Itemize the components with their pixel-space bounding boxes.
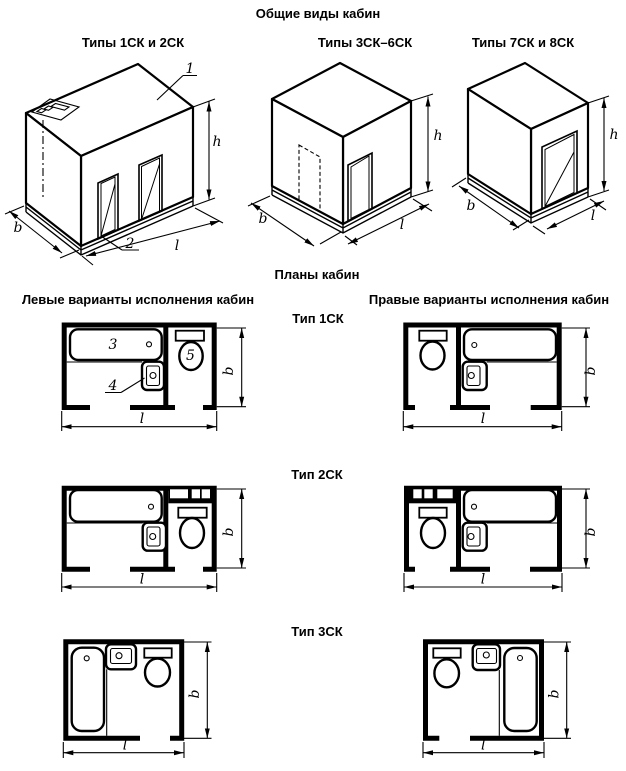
bathtub — [504, 648, 536, 731]
dimension-h — [193, 99, 222, 206]
cistern — [178, 508, 206, 518]
toilet-bowl — [434, 659, 459, 687]
dim-l-label: l — [590, 208, 596, 224]
dimension-b — [217, 328, 246, 407]
dimension-l — [403, 411, 561, 431]
dim-l-label: l — [122, 737, 128, 754]
cistern — [433, 648, 460, 657]
bathtub — [72, 648, 104, 731]
isometric-view-1 — [0, 60, 235, 260]
callout-4-basin — [105, 378, 145, 394]
dim-l-label: l — [480, 411, 486, 427]
plan-3sk-right — [390, 625, 615, 771]
plan-3sk-left — [30, 625, 255, 771]
view3-caption: Типы 7СК и 8СК — [471, 35, 575, 50]
toilet-bowl — [421, 518, 445, 548]
washbasin — [463, 523, 487, 551]
view1-caption: Типы 1СК и 2СК — [81, 35, 185, 50]
washbasin — [106, 644, 136, 669]
dim-b-label: b — [221, 527, 237, 537]
callout-1-text: 1 — [185, 61, 195, 77]
toilet-bowl — [180, 518, 204, 548]
washbasin — [143, 523, 166, 551]
plan-2sk-left — [30, 470, 255, 598]
dim-h-label: h — [212, 134, 222, 150]
dim-h-label: h — [433, 128, 443, 144]
dimension-b — [562, 328, 599, 407]
dim-b-label: b — [546, 689, 563, 699]
isometric-view-2 — [240, 60, 450, 260]
cabin-box — [272, 63, 411, 233]
dim-b-label: b — [466, 198, 476, 214]
plan-2sk-right — [380, 470, 606, 598]
dimension-l — [404, 572, 562, 593]
ventilation-unit — [409, 486, 456, 503]
callout-4-text: 4 — [108, 378, 118, 394]
isometric-view-3 — [450, 60, 626, 260]
dim-b-label: b — [13, 220, 23, 236]
dim-l-label: l — [139, 571, 145, 588]
washbasin — [463, 362, 487, 390]
callout-2-text: 2 — [125, 236, 135, 252]
toilet-bowl — [145, 659, 170, 687]
ventilation-unit — [168, 486, 215, 503]
toilet — [433, 648, 460, 687]
callout-5-text: 5 — [186, 348, 195, 364]
dim-h-label: h — [609, 127, 619, 143]
cistern — [144, 648, 171, 657]
left-variants-header: Левые варианты исполнения кабин — [21, 292, 255, 307]
toilet — [144, 648, 171, 686]
bathtub — [464, 329, 556, 360]
row3-label: Тип 3СК — [291, 624, 343, 639]
bathtub — [464, 490, 556, 522]
cistern — [419, 331, 446, 341]
dimension-b — [217, 489, 246, 568]
callout-3-text: 3 — [108, 337, 118, 353]
dim-l-label: l — [399, 217, 405, 233]
plan-1sk-right — [380, 310, 606, 440]
dimension-h — [411, 94, 443, 197]
right-variants-header: Правые варианты исполнения кабин — [368, 292, 610, 307]
toilet-bowl — [421, 342, 445, 370]
toilet — [178, 508, 206, 548]
dimension-b — [562, 489, 599, 568]
dim-b-label: b — [258, 211, 268, 227]
row1-label: Тип 1СК — [292, 311, 344, 326]
dim-b-label: b — [583, 527, 599, 537]
toilet — [419, 508, 446, 548]
view2-caption: Типы 3СК–6СК — [317, 35, 413, 50]
dim-l-label: l — [480, 571, 486, 588]
dim-b-label: b — [187, 689, 203, 699]
row2-label: Тип 2СК — [291, 467, 343, 482]
dim-l-label: l — [139, 411, 145, 427]
plan-1sk-left — [30, 310, 255, 440]
toilet — [176, 331, 204, 370]
washbasin — [473, 644, 500, 670]
toilet — [419, 331, 446, 370]
dim-l-label: l — [174, 238, 180, 254]
dimension-h — [588, 96, 619, 197]
page-title: Общие виды кабин — [255, 6, 381, 21]
dimension-b — [184, 642, 212, 738]
cabin-box — [468, 63, 588, 223]
dimension-l — [62, 411, 217, 431]
cabin-box — [26, 64, 193, 255]
dimension-b — [544, 642, 571, 738]
bathtub — [70, 490, 162, 522]
washbasin — [142, 362, 164, 390]
dimension-l — [62, 572, 217, 593]
cistern — [419, 508, 446, 518]
cistern — [176, 331, 204, 341]
dim-b-label: b — [583, 366, 599, 376]
bathtub — [70, 329, 162, 360]
plans-title: Планы кабин — [274, 267, 360, 282]
dim-l-label: l — [481, 737, 486, 754]
dim-b-label: b — [221, 366, 237, 376]
